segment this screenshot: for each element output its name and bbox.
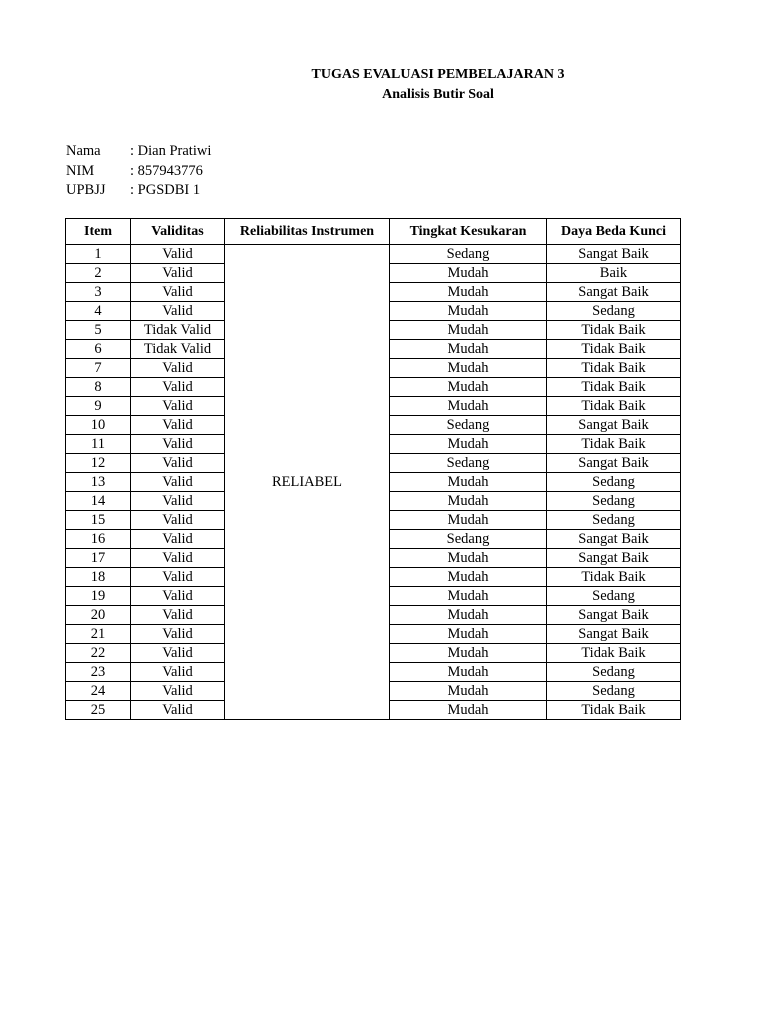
item-number-cell: 12 (66, 454, 131, 473)
validity-cell: Valid (131, 359, 225, 378)
item-number-cell: 7 (66, 359, 131, 378)
discrimination-cell: Tidak Baik (547, 701, 681, 720)
discrimination-cell: Tidak Baik (547, 359, 681, 378)
validity-cell: Valid (131, 492, 225, 511)
header-discrimination: Daya Beda Kunci (547, 219, 681, 245)
difficulty-cell: Sedang (390, 530, 547, 549)
item-number-cell: 2 (66, 264, 131, 283)
difficulty-cell: Mudah (390, 701, 547, 720)
discrimination-cell: Sedang (547, 473, 681, 492)
validity-cell: Valid (131, 283, 225, 302)
discrimination-cell: Sangat Baik (547, 625, 681, 644)
discrimination-cell: Tidak Baik (547, 435, 681, 454)
item-analysis-table (65, 218, 681, 720)
document-subtitle: Analisis Butir Soal (382, 87, 494, 102)
validity-cell: Valid (131, 701, 225, 720)
student-upbjj-label: UPBJJ (66, 182, 106, 198)
item-number-cell: 21 (66, 625, 131, 644)
item-number-cell: 23 (66, 663, 131, 682)
discrimination-cell: Sedang (547, 682, 681, 701)
item-number-cell: 5 (66, 321, 131, 340)
item-number-cell: 10 (66, 416, 131, 435)
item-number-cell: 17 (66, 549, 131, 568)
difficulty-cell: Mudah (390, 435, 547, 454)
student-name-value: : Dian Pratiwi (130, 143, 212, 159)
difficulty-cell: Mudah (390, 492, 547, 511)
student-upbjj-value: : PGSDBI 1 (130, 182, 201, 198)
header-validity: Validitas (131, 219, 225, 245)
student-name-label: Nama (66, 143, 101, 159)
discrimination-cell: Tidak Baik (547, 644, 681, 663)
validity-cell: Valid (131, 473, 225, 492)
item-number-cell: 16 (66, 530, 131, 549)
validity-cell: Valid (131, 625, 225, 644)
table-header-row (66, 219, 681, 245)
difficulty-cell: Sedang (390, 245, 547, 264)
difficulty-cell: Mudah (390, 549, 547, 568)
discrimination-cell: Tidak Baik (547, 321, 681, 340)
discrimination-cell: Sedang (547, 302, 681, 321)
item-number-cell: 6 (66, 340, 131, 359)
discrimination-cell: Sedang (547, 587, 681, 606)
discrimination-cell: Tidak Baik (547, 340, 681, 359)
student-info (66, 142, 211, 201)
item-number-cell: 3 (66, 283, 131, 302)
difficulty-cell: Mudah (390, 378, 547, 397)
discrimination-cell: Sangat Baik (547, 245, 681, 264)
difficulty-cell: Mudah (390, 682, 547, 701)
validity-cell: Valid (131, 644, 225, 663)
item-number-cell: 13 (66, 473, 131, 492)
discrimination-cell: Tidak Baik (547, 397, 681, 416)
validity-cell: Valid (131, 530, 225, 549)
validity-cell: Valid (131, 378, 225, 397)
validity-cell: Valid (131, 264, 225, 283)
discrimination-cell: Tidak Baik (547, 378, 681, 397)
header-reliability: Reliabilitas Instrumen (225, 219, 390, 245)
discrimination-cell: Sangat Baik (547, 530, 681, 549)
validity-cell: Valid (131, 587, 225, 606)
validity-cell: Valid (131, 435, 225, 454)
document-title: TUGAS EVALUASI PEMBELAJARAN 3 (311, 67, 565, 82)
item-number-cell: 4 (66, 302, 131, 321)
difficulty-cell: Mudah (390, 663, 547, 682)
table-body (66, 245, 681, 720)
discrimination-cell: Sangat Baik (547, 549, 681, 568)
validity-cell: Valid (131, 416, 225, 435)
discrimination-cell: Sangat Baik (547, 416, 681, 435)
difficulty-cell: Sedang (390, 416, 547, 435)
difficulty-cell: Mudah (390, 587, 547, 606)
item-number-cell: 8 (66, 378, 131, 397)
item-number-cell: 11 (66, 435, 131, 454)
difficulty-cell: Mudah (390, 606, 547, 625)
student-info-row-upbjj (66, 181, 211, 201)
validity-cell: Valid (131, 682, 225, 701)
difficulty-cell: Mudah (390, 625, 547, 644)
validity-cell: Valid (131, 397, 225, 416)
reliability-cell: RELIABEL (225, 245, 390, 720)
difficulty-cell: Mudah (390, 283, 547, 302)
header-difficulty: Tingkat Kesukaran (390, 219, 547, 245)
validity-cell: Tidak Valid (131, 321, 225, 340)
difficulty-cell: Mudah (390, 359, 547, 378)
difficulty-cell: Mudah (390, 264, 547, 283)
difficulty-cell: Mudah (390, 473, 547, 492)
item-number-cell: 15 (66, 511, 131, 530)
item-number-cell: 18 (66, 568, 131, 587)
difficulty-cell: Mudah (390, 397, 547, 416)
difficulty-cell: Mudah (390, 511, 547, 530)
item-number-cell: 24 (66, 682, 131, 701)
validity-cell: Tidak Valid (131, 340, 225, 359)
header-item: Item (66, 219, 131, 245)
item-number-cell: 20 (66, 606, 131, 625)
difficulty-cell: Sedang (390, 454, 547, 473)
discrimination-cell: Sedang (547, 663, 681, 682)
difficulty-cell: Mudah (390, 340, 547, 359)
difficulty-cell: Mudah (390, 302, 547, 321)
item-number-cell: 1 (66, 245, 131, 264)
validity-cell: Valid (131, 568, 225, 587)
item-number-cell: 25 (66, 701, 131, 720)
item-number-cell: 22 (66, 644, 131, 663)
difficulty-cell: Mudah (390, 568, 547, 587)
difficulty-cell: Mudah (390, 321, 547, 340)
discrimination-cell: Sangat Baik (547, 606, 681, 625)
discrimination-cell: Baik (547, 264, 681, 283)
item-number-cell: 9 (66, 397, 131, 416)
validity-cell: Valid (131, 302, 225, 321)
validity-cell: Valid (131, 245, 225, 264)
validity-cell: Valid (131, 606, 225, 625)
validity-cell: Valid (131, 549, 225, 568)
item-number-cell: 14 (66, 492, 131, 511)
discrimination-cell: Sangat Baik (547, 283, 681, 302)
validity-cell: Valid (131, 663, 225, 682)
validity-cell: Valid (131, 511, 225, 530)
item-number-cell: 19 (66, 587, 131, 606)
discrimination-cell: Sedang (547, 492, 681, 511)
student-nim-value: : 857943776 (130, 162, 203, 179)
student-nim-label: NIM (66, 162, 95, 179)
table-row (66, 245, 681, 264)
validity-cell: Valid (131, 454, 225, 473)
difficulty-cell: Mudah (390, 644, 547, 663)
student-info-row-nim (66, 162, 211, 182)
student-info-row-name (66, 142, 211, 162)
discrimination-cell: Sangat Baik (547, 454, 681, 473)
discrimination-cell: Tidak Baik (547, 568, 681, 587)
discrimination-cell: Sedang (547, 511, 681, 530)
